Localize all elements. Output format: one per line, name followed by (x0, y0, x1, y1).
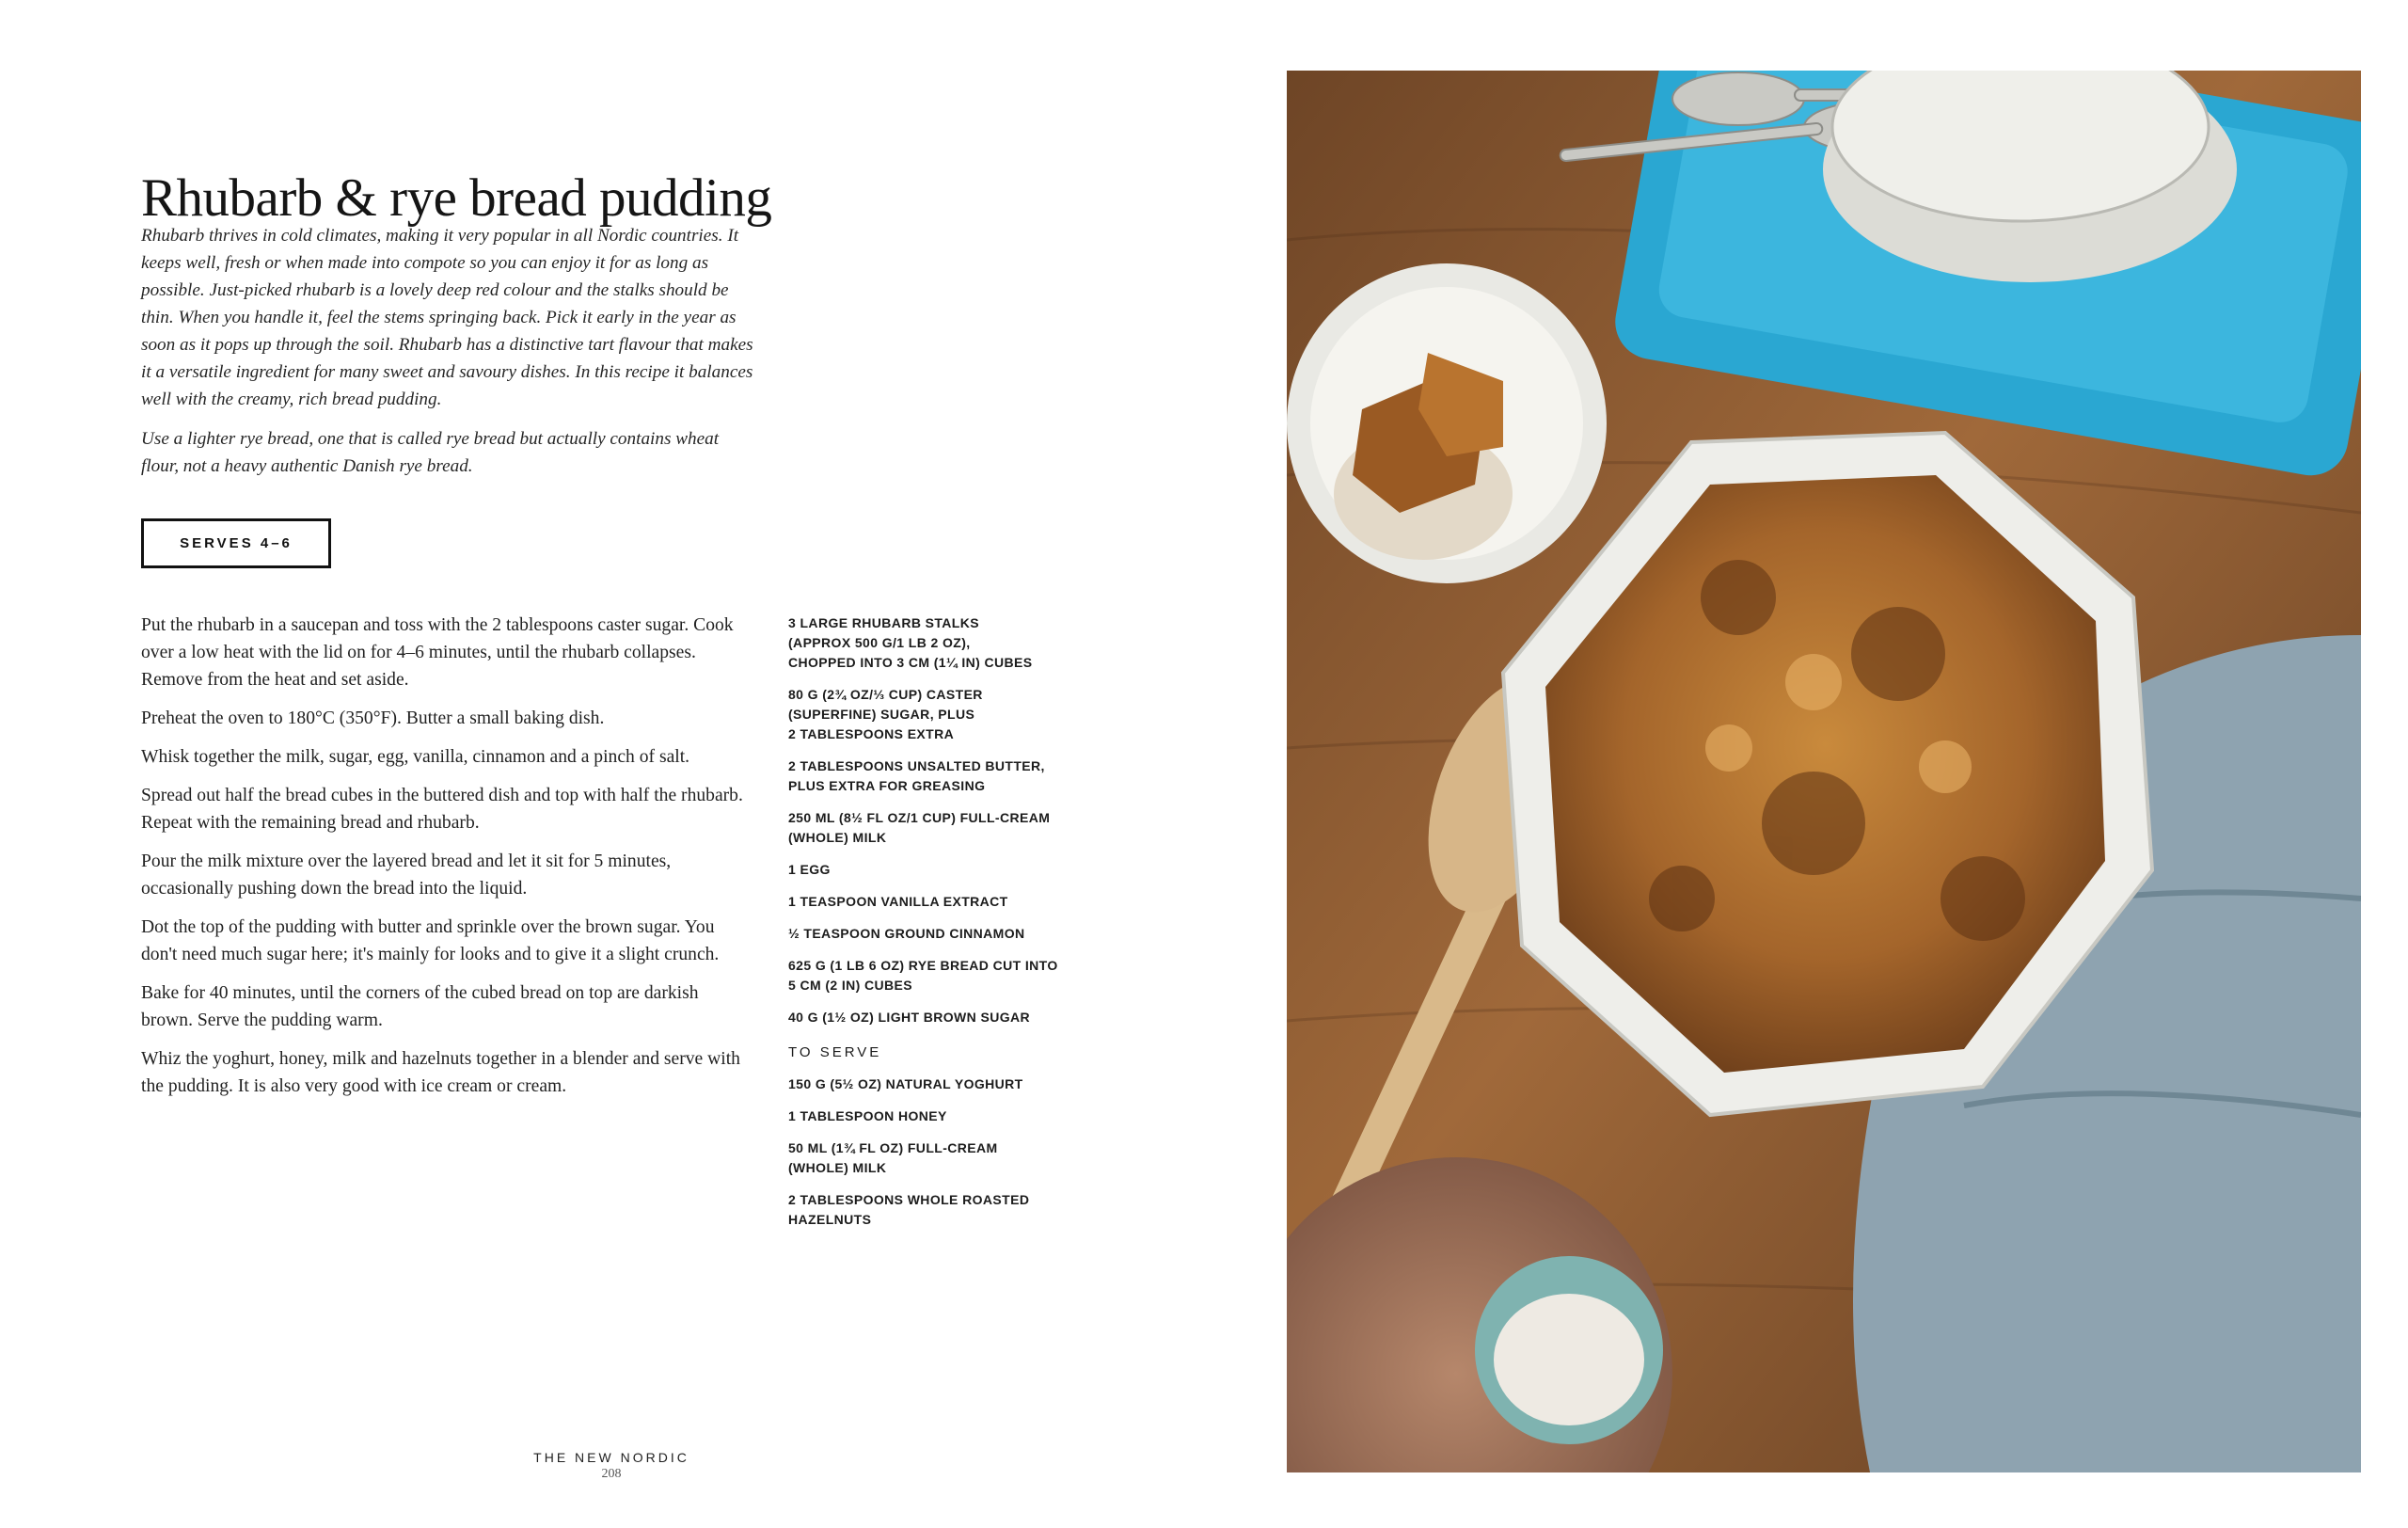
page-number: 208 (601, 1467, 622, 1481)
book-title: THE NEW NORDIC (533, 1450, 689, 1465)
page-footer (470, 1450, 752, 1482)
serving-bowl (1287, 263, 1607, 583)
serve-item: 150 G (5½ OZ) NATURAL YOGHURT (788, 1076, 1023, 1091)
to-serve-heading: TO SERVE (788, 1044, 882, 1060)
serve-item: 50 ML (1¾ FL OZ) FULL-CREAM (WHOLE) MILK (788, 1140, 998, 1175)
intro-paragraph: Use a lighter rye bread, one that is called rye bread but actually contains wheat flour, not a heavy authentic Danish rye bread. (141, 429, 720, 476)
method-step: Whisk together the milk, sugar, egg, vanilla, cinnamon and a pinch of salt. (141, 747, 690, 767)
recipe-title: Rhubarb & rye bread pudding (141, 168, 772, 229)
method-step: Put the rhubarb in a saucepan and toss with the 2 tablespoons caster sugar. Cook over a low heat with the lid on for 4–6 minutes, until the rhubarb collapses. Remove from the heat and set aside. (141, 615, 734, 690)
ingredient-item: 80 G (2¾ OZ/⅓ CUP) CASTER (SUPERFINE) SUGAR, PLUS 2 TABLESPOONS EXTRA (788, 687, 983, 741)
intro-paragraph: Rhubarb thrives in cold climates, making it very popular in all Nordic countries. It keeps well, fresh or when made into compote so you can enjoy it for as long as possible. Just-picked rhubarb is a lovely deep red colour and the stalks should be thin. When you handle it, feel the stems springing back. Pick it early in the year as soon as it pops up through the soil. Rhubarb has a distinctive tart flavour that makes it a versatile ingredient for many sweet and savoury dishes. In this recipe it balances well with the creamy, rich bread pudding. (141, 226, 753, 409)
method-step: Spread out half the bread cubes in the buttered dish and top with half the rhubarb. Repeat with the remaining bread and rhubarb. (141, 786, 743, 833)
serves-box: SERVES 4–6 (141, 518, 331, 568)
ingredients-list (788, 613, 1070, 1242)
method-step: Whiz the yoghurt, honey, milk and hazelnuts together in a blender and serve with the pudding. It is also very good with ice cream or cream. (141, 1049, 740, 1096)
ingredient-item: 250 ML (8½ FL OZ/1 CUP) FULL-CREAM (WHOLE) MILK (788, 810, 1051, 845)
ingredient-item: 625 G (1 LB 6 OZ) RYE BREAD CUT INTO 5 CM (2 IN) CUBES (788, 958, 1058, 993)
ingredient-item: 2 TABLESPOONS UNSALTED BUTTER, PLUS EXTRA FOR GREASING (788, 758, 1045, 793)
pudding-photo (1287, 71, 2361, 1472)
method-step: Preheat the oven to 180°C (350°F). Butter a small baking dish. (141, 708, 605, 728)
method-step: Bake for 40 minutes, until the corners of the cubed bread on top are darkish brown. Serve the pudding warm. (141, 983, 699, 1030)
serve-item: 1 TABLESPOON HONEY (788, 1108, 947, 1123)
ingredient-item: 1 TEASPOON VANILLA EXTRACT (788, 894, 1008, 909)
method-step: Pour the milk mixture over the layered bread and let it sit for 5 minutes, occasionally pushing down the bread into the liquid. (141, 852, 672, 899)
ingredient-item: 3 LARGE RHUBARB STALKS (APPROX 500 G/1 LB 2 OZ), CHOPPED INTO 3 CM (1¼ IN) CUBES (788, 615, 1033, 670)
serve-item: 2 TABLESPOONS WHOLE ROASTED HAZELNUTS (788, 1192, 1030, 1227)
ingredient-item: 40 G (1½ OZ) LIGHT BROWN SUGAR (788, 1010, 1031, 1025)
method-steps (141, 612, 752, 1111)
recipe-intro (141, 222, 754, 492)
ingredient-item: 1 EGG (788, 862, 831, 877)
method-step: Dot the top of the pudding with butter and sprinkle over the brown sugar. You don't need much sugar here; it's mainly for looks and to give it a slight crunch. (141, 917, 720, 964)
ingredient-item: ½ TEASPOON GROUND CINNAMON (788, 926, 1025, 941)
